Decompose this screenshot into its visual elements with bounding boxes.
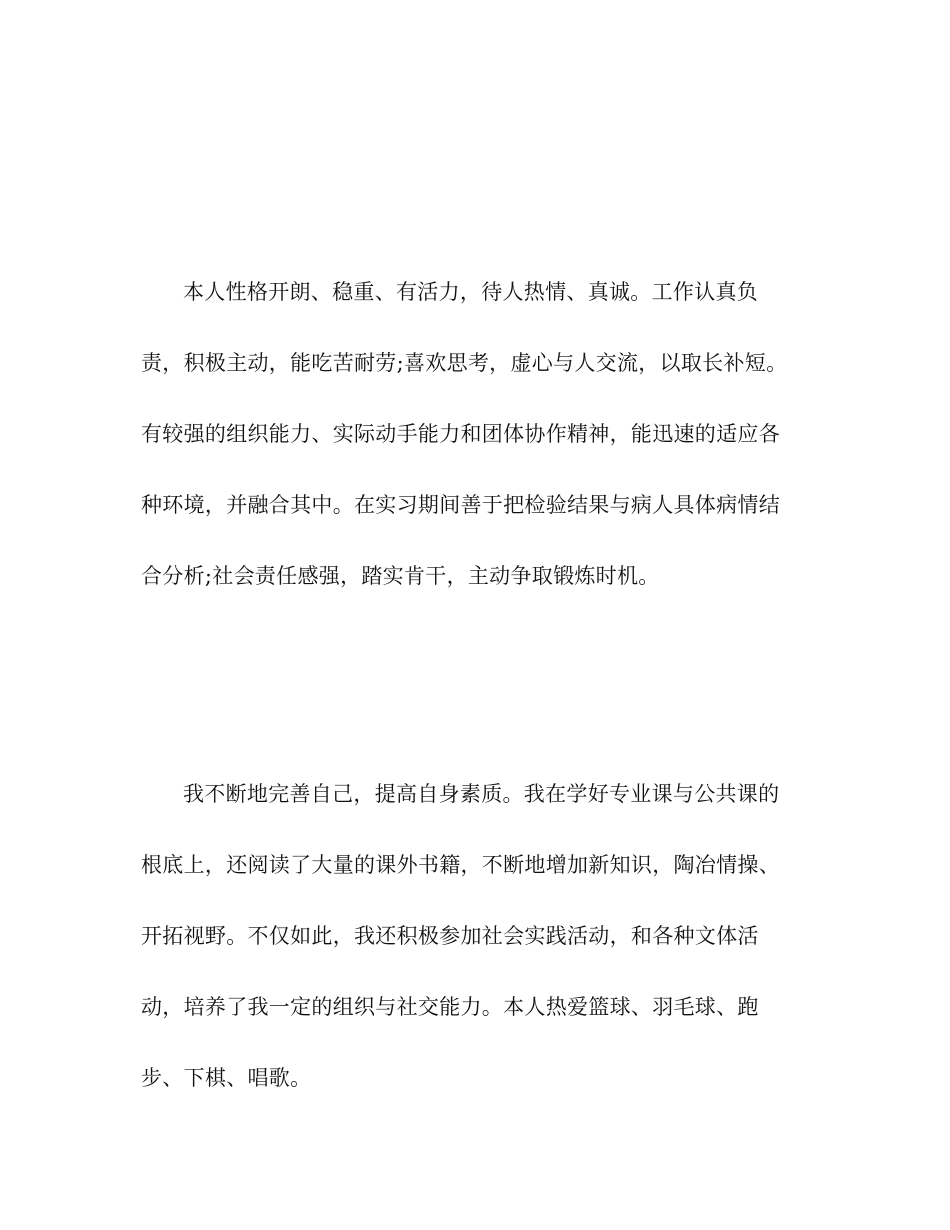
- paragraph-line: 动，培养了我一定的组织与社交能力。本人热爱篮球、羽毛球、跑: [141, 995, 759, 1019]
- paragraph-line: 种环境，并融合其中。在实习期间善于把检验结果与病人具体病情结: [141, 493, 780, 517]
- paragraph-line: 我不断地完善自己，提高自身素质。我在学好专业课与公共课的: [183, 782, 780, 806]
- paragraph-line: 有较强的组织能力、实际动手能力和团体协作精神，能迅速的适应各: [141, 422, 780, 446]
- paragraph-line: 根底上，还阅读了大量的课外书籍，不断地增加新知识，陶冶情操、: [141, 853, 780, 877]
- paragraph-line: 责，积极主动，能吃苦耐劳;喜欢思考，虚心与人交流，以取长补短。: [141, 351, 788, 375]
- paragraph-line: 本人性格开朗、稳重、有活力，待人热情、真诚。工作认真负: [183, 280, 759, 304]
- paragraph-line: 开拓视野。不仅如此，我还积极参加社会实践活动，和各种文体活: [141, 924, 759, 948]
- paragraph-line: 合分析;社会责任感强，踏实肯干，主动争取锻炼时机。: [141, 564, 660, 588]
- paragraph-line: 步、下棋、唱歌。: [141, 1066, 312, 1090]
